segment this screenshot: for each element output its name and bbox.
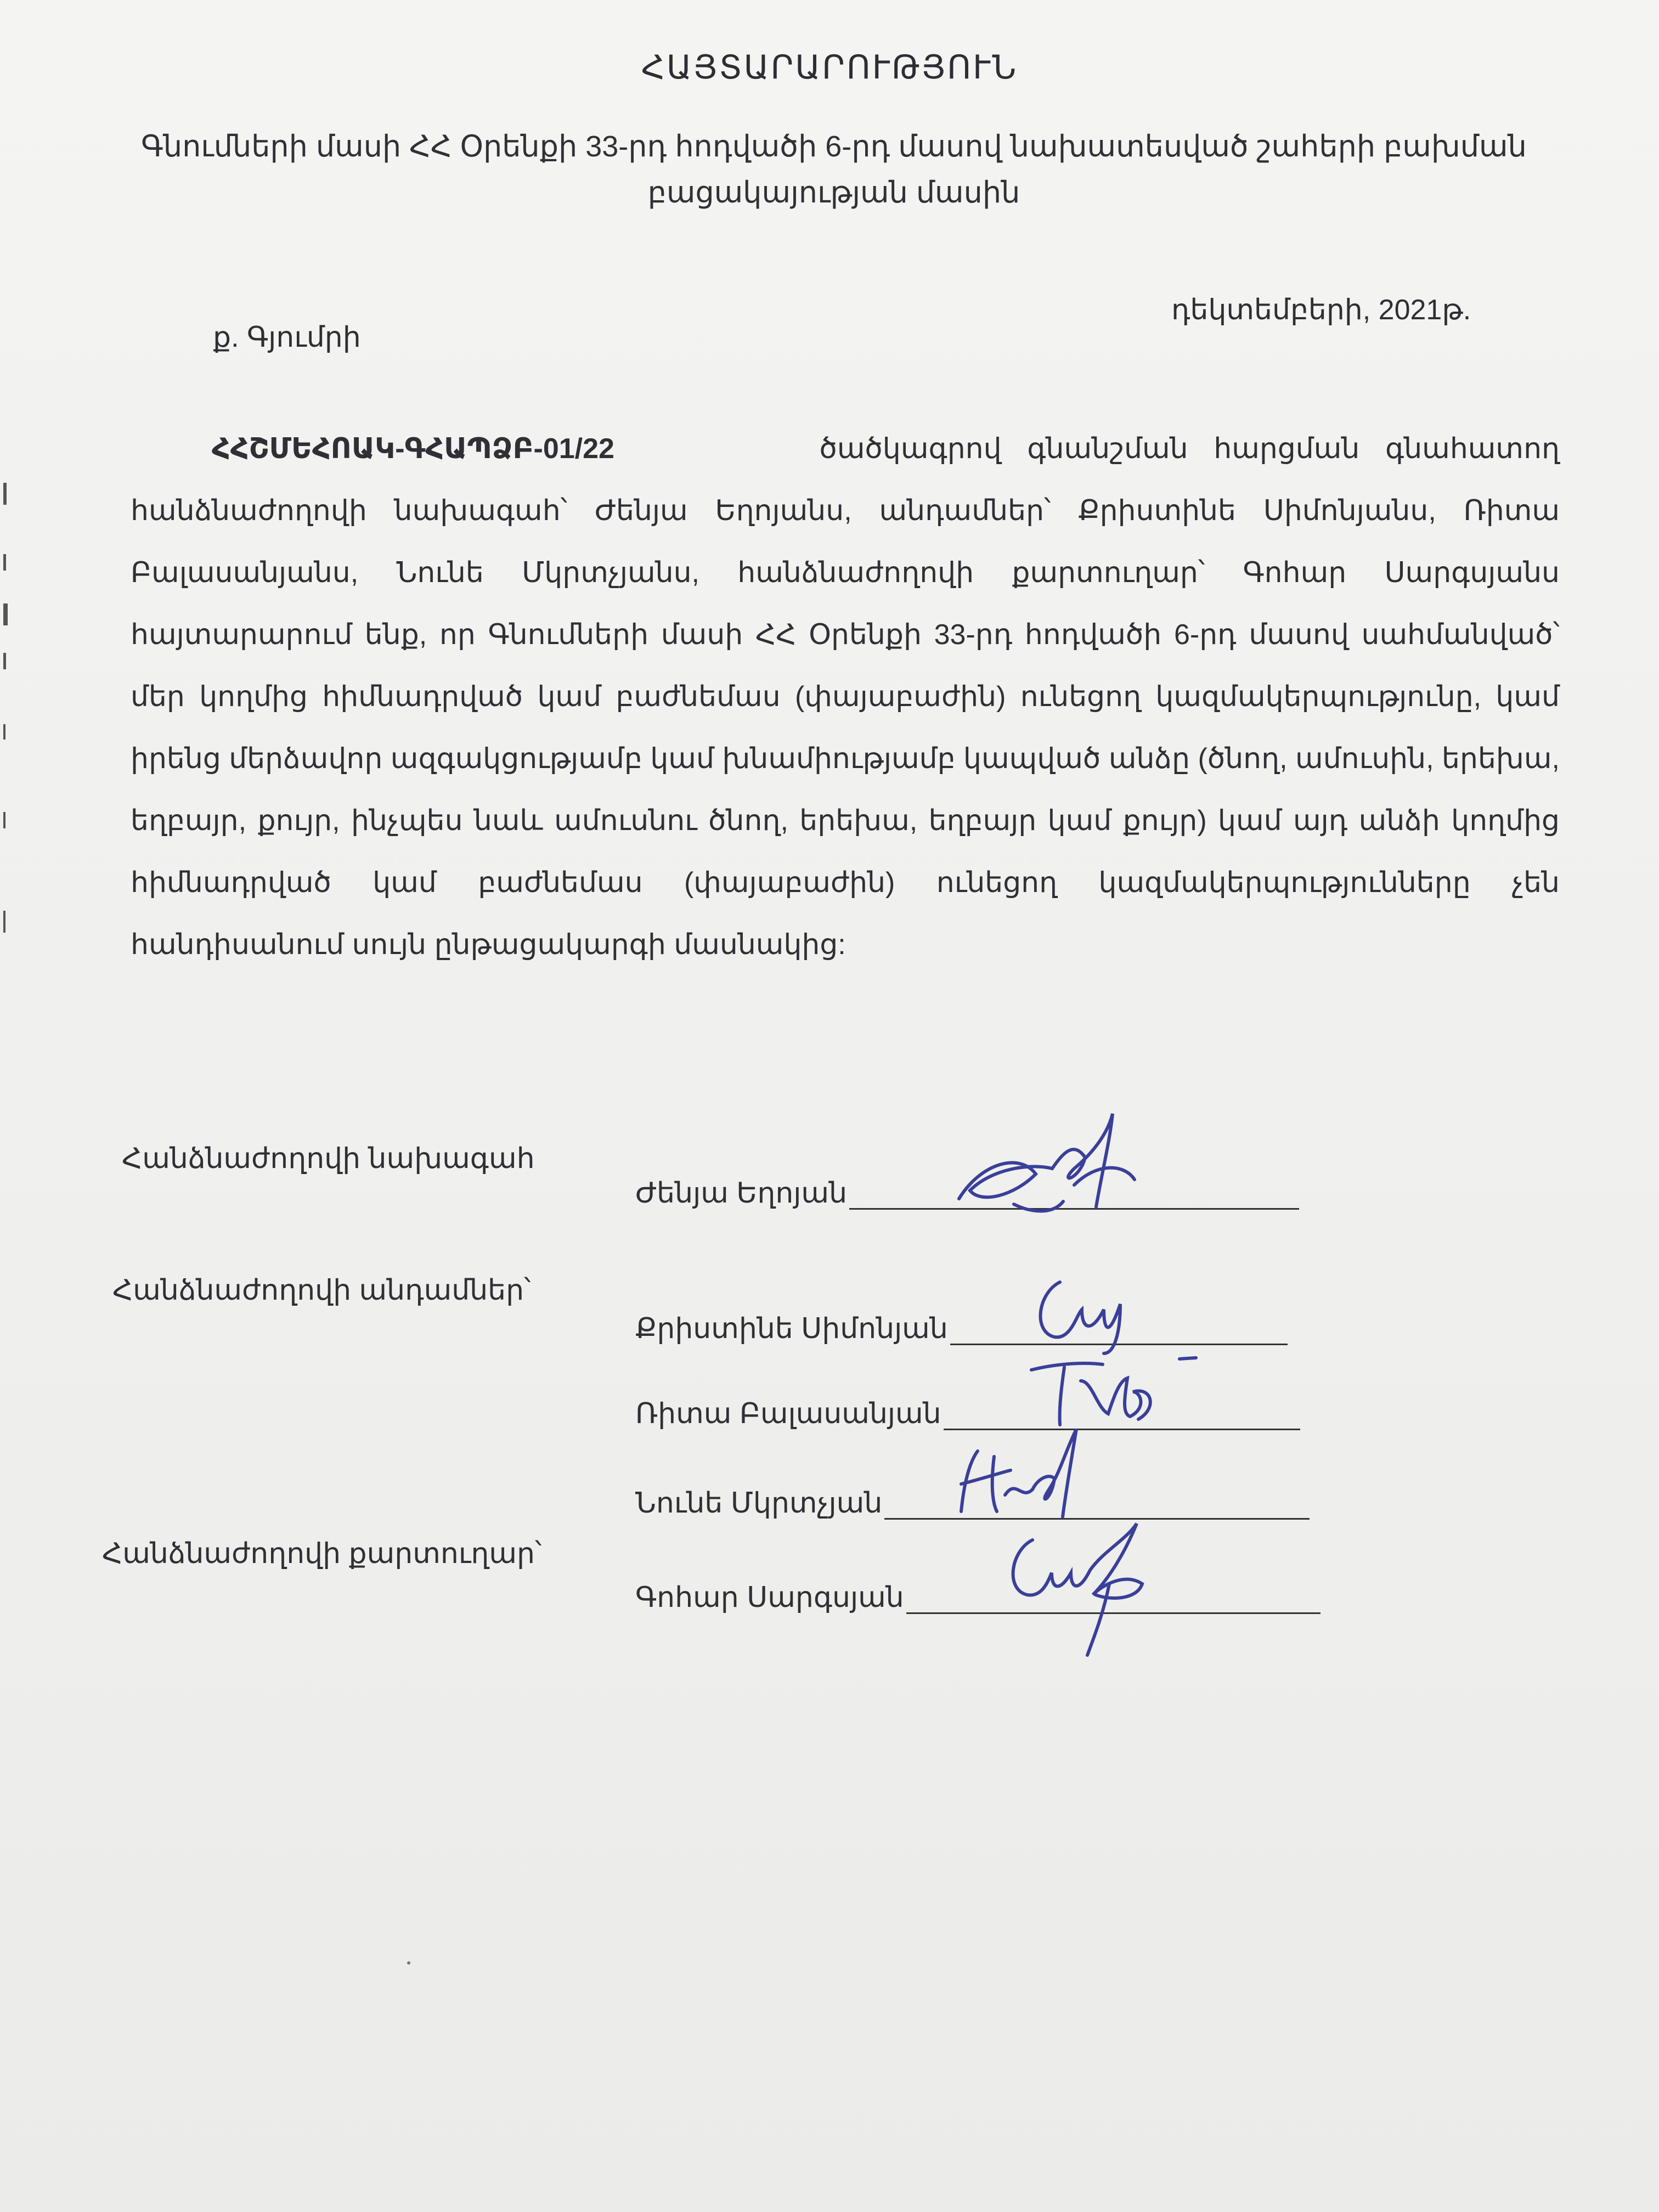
chair-role-label: Հանձնաժողովի նախագահ [122, 1143, 535, 1175]
chair-signature-icon [948, 1103, 1167, 1234]
declaration-text: ծածկագրով գնանշման հարցման գնահատող հանձնաժողովի նախագահ՝ Ժենյա Եղոյանս, անդամներ՝ Քրիստինե Սիմոնյանս, Ռիտա Բալասանյանս, Նունե Մկրտչյանս, հանձնաժողովի քարտուղար՝ Գոհար Սարգսյանս հայտարարում ենք, որ Գնումների մասի ՀՀ Օրենքի 33-րդ հոդվածի 6-րդ մասով սահմանված՝ մեր կողմից հիմնադրված կամ բաժնեմաս (փայաբաժին) ունեցող կազմակերպությունը, կամ իրենց մերձավոր ազգակցությամբ կամ խնամիությամբ կապված անձը (ծնող, ամուսին, երեխա, եղբայր, քույր, ինչպես նաև ամուսնու ծնող, երեխա, եղբայր կամ քույր) կամ այդ անձի կողմից հիմնադրված կամ բաժնեմաս (փայաբաժին) ունեցող կազմակերպությունները չեն հանդիսանում սույն ընթացակարգի մասնակից: [131, 433, 1560, 961]
edge-mark [3, 483, 7, 505]
edge-mark [3, 603, 8, 625]
member3-signature-icon [939, 1418, 1104, 1528]
secretary-signature-row [635, 1581, 1321, 1614]
edge-mark [3, 724, 5, 740]
chair-name: Ժենյա Եղոյան [635, 1177, 848, 1209]
document-subtitle: Գնումների մասի ՀՀ Օրենքի 33-րդ հոդվածի 6-րդ մասով նախատեսված շահերի բախման բացակայության մասին [141, 130, 1527, 209]
member1-signature-icon [1022, 1271, 1153, 1359]
document-city: ք. Գյումրի [213, 321, 361, 353]
chair-signature-row [635, 1177, 1299, 1210]
document-date: դեկտեմբերի, 2021թ. [1171, 294, 1471, 326]
member2-name: Ռիտա Բալասանյան [635, 1398, 941, 1430]
member1-name: Քրիստինե Սիմոնյան [635, 1313, 948, 1345]
chair-signature-line [849, 1180, 1299, 1210]
secretary-name: Գոհար Սարգսյան [635, 1582, 904, 1613]
secretary-signature-icon [1000, 1518, 1164, 1661]
member3-signature-line [884, 1489, 1310, 1520]
member1-signature-line [950, 1315, 1288, 1345]
procurement-code: ՀՀՇՄԵՀՈԱԿ-ԳՀԱՊՁԲ-01/22 [212, 433, 614, 465]
paper-speck [407, 1961, 410, 1965]
member1-signature-row [635, 1312, 1288, 1345]
secretary-signature-line [906, 1584, 1321, 1614]
left-edge-marks [0, 450, 22, 944]
edge-mark [3, 812, 5, 828]
edge-mark [3, 653, 6, 669]
secretary-role-label: Հանձնաժողովի քարտուղար՝ [102, 1538, 542, 1570]
declaration-body [131, 418, 1560, 976]
document-title: ՀԱՅՏԱՐԱՐՈՒԹՅՈՒՆ [641, 49, 1018, 86]
edge-mark [3, 911, 5, 933]
edge-mark [3, 554, 6, 571]
member3-signature-row [635, 1487, 1310, 1520]
members-role-label: Հանձնաժողովի անդամներ՝ [112, 1274, 531, 1306]
member3-name: Նունե Մկրտչյան [635, 1487, 883, 1519]
